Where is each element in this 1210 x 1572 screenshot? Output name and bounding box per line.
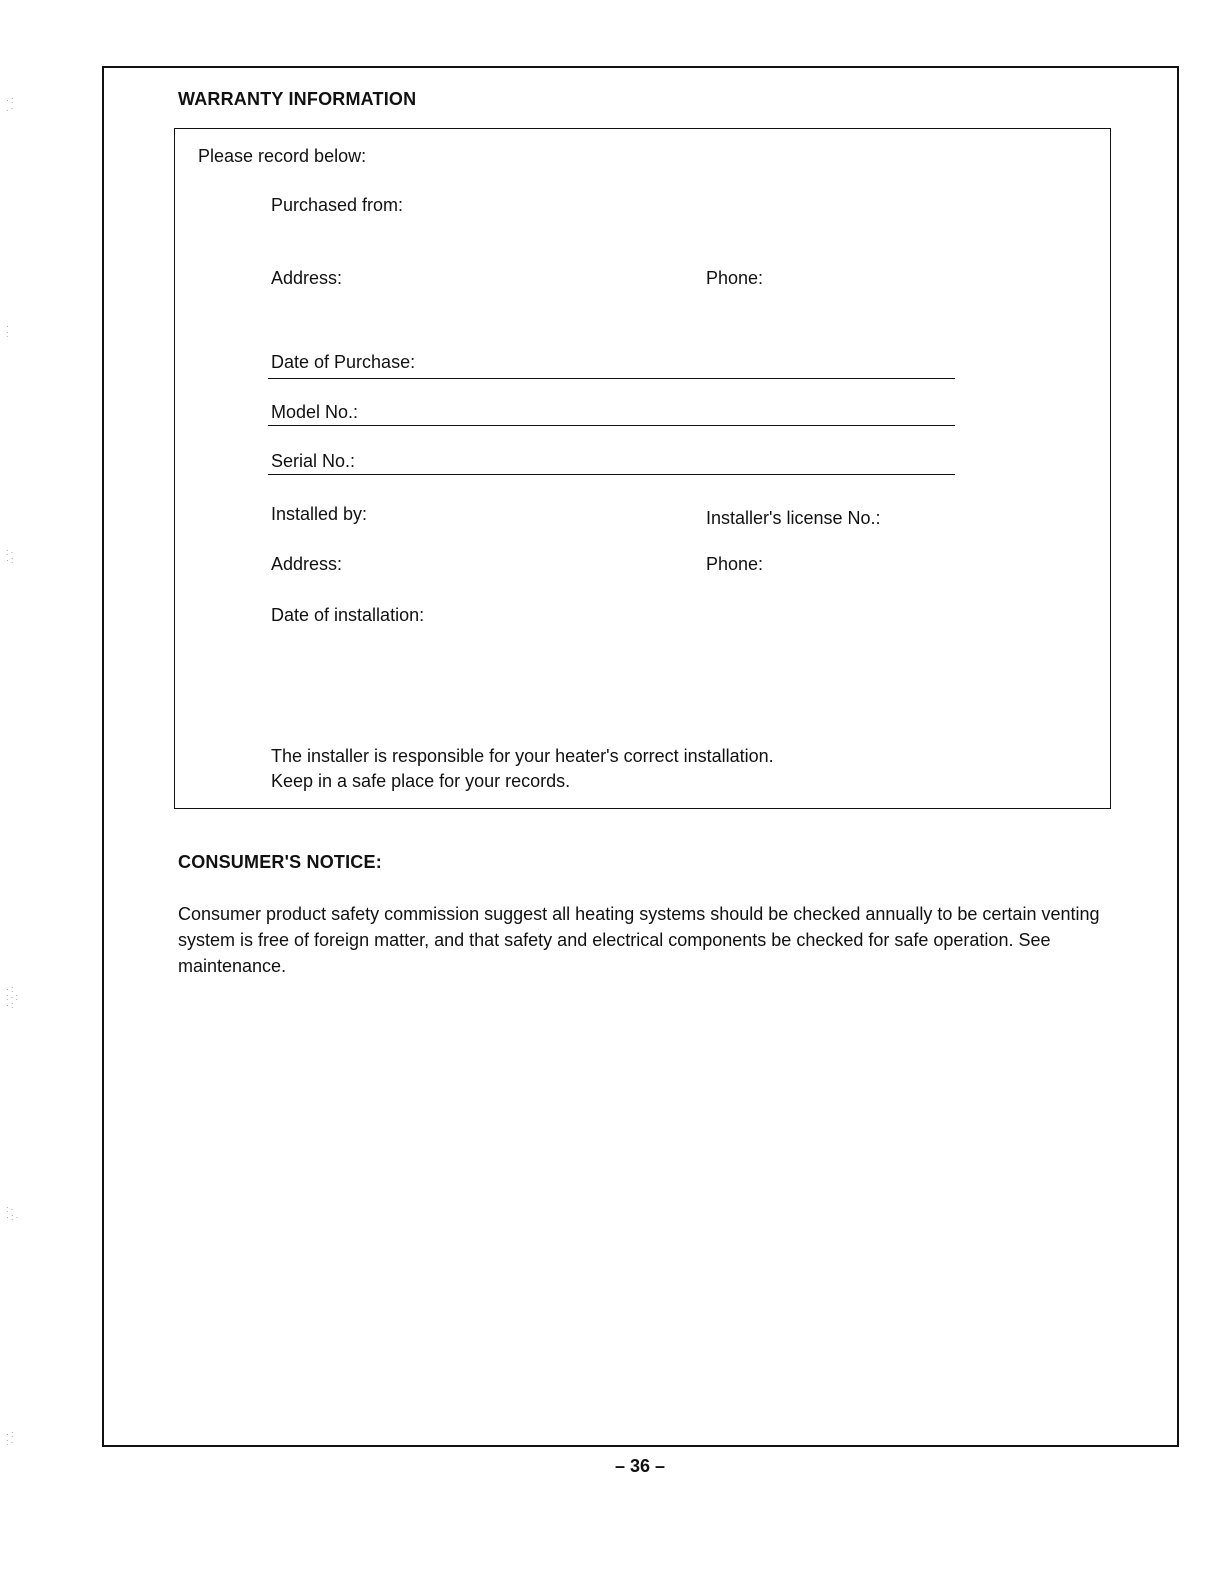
serial-no-line — [268, 474, 955, 475]
warranty-heading: WARRANTY INFORMATION — [178, 89, 417, 109]
scan-speck-marks: :· ·:· — [6, 1204, 21, 1222]
date-of-installation-label: Date of installation: — [271, 605, 425, 625]
record-intro: Please record below: — [198, 146, 367, 166]
date-of-purchase-line — [268, 378, 955, 379]
page-number: – 36 – — [614, 1456, 666, 1476]
installer-phone-label: Phone: — [706, 554, 764, 574]
records-note: Keep in a safe place for your records. — [271, 771, 571, 791]
scan-speck-marks: ·: :·: ·: — [6, 984, 20, 1010]
installer-license-label: Installer's license No.: — [706, 508, 881, 528]
scan-speck-marks: ·: :· — [6, 1429, 16, 1447]
model-no-label: Model No.: — [271, 402, 359, 422]
date-of-purchase-label: Date of Purchase: — [271, 352, 416, 372]
scan-speck-marks: · : — [6, 321, 11, 339]
installer-responsibility-note: The installer is responsible for your heater's correct installation. — [271, 746, 774, 766]
serial-no-label: Serial No.: — [271, 451, 356, 471]
scan-speck-marks: :· ·: — [6, 547, 16, 565]
scan-speck-marks: ·: .· — [6, 95, 16, 113]
installer-address-label: Address: — [271, 554, 343, 574]
purchase-phone-label: Phone: — [706, 268, 764, 288]
consumer-notice-heading: CONSUMER'S NOTICE: — [178, 852, 382, 872]
model-no-line — [268, 425, 955, 426]
consumer-notice-body: Consumer product safety commission suggest all heating systems should be checked annually to be certain venting system is free of foreign matter, and that safety and electrical components be checked for safe operation. See maintenance. — [178, 904, 1100, 976]
installed-by-label: Installed by: — [271, 504, 368, 524]
purchase-address-label: Address: — [271, 268, 343, 288]
purchased-from-label: Purchased from: — [271, 195, 404, 215]
